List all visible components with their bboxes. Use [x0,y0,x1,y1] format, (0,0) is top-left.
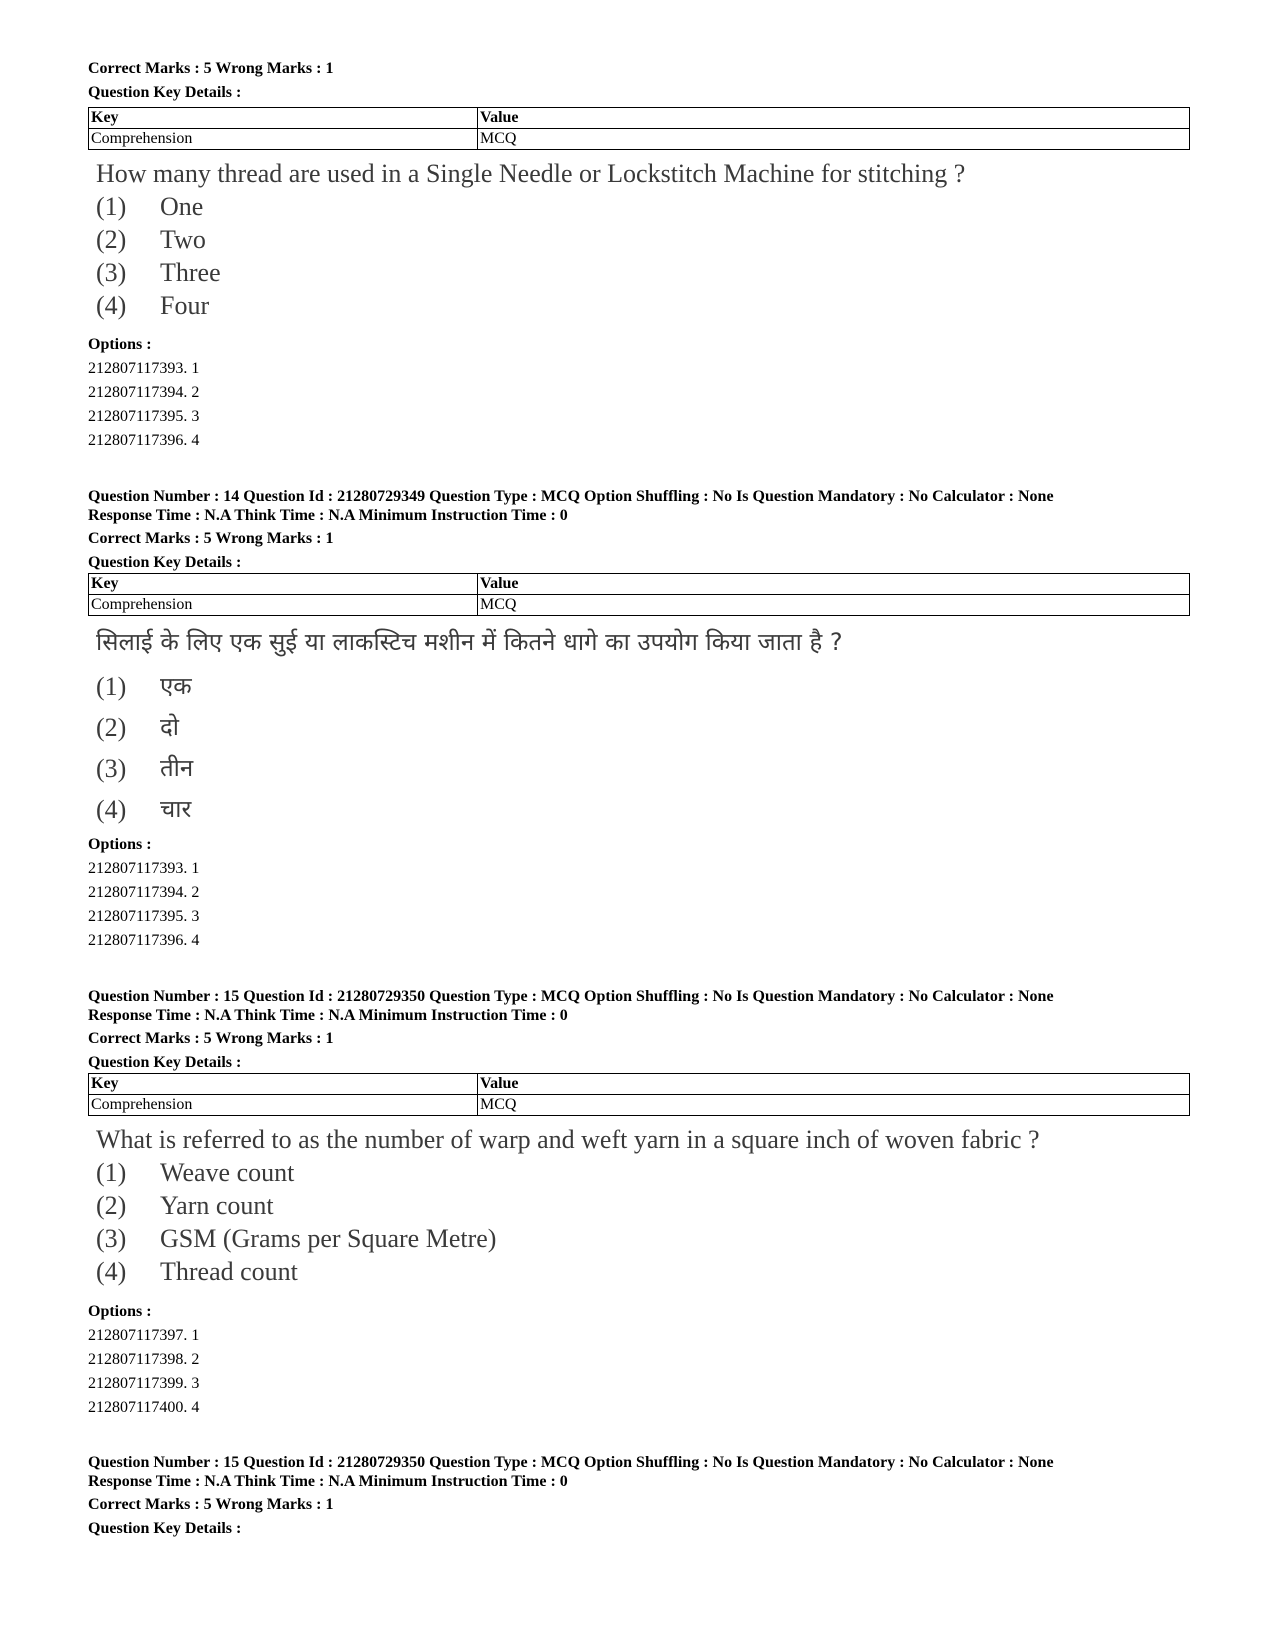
value-cell: MCQ [478,595,1190,616]
key-header: Key [89,574,478,595]
answer-choice: (2) दो [96,713,179,742]
marks-line: Correct Marks : 5 Wrong Marks : 1 [88,1496,334,1513]
value-header: Value [478,108,1190,129]
options-label: Options : [88,1303,152,1320]
option-item: 212807117393. 1 [88,360,200,377]
question-image [96,158,965,322]
answer-choice: (3) GSM (Grams per Square Metre) [96,1224,497,1253]
response-time-line: Response Time : N.A Think Time : N.A Minimum Instruction Time : 0 [88,1473,568,1490]
answer-choice: (1) One [96,192,204,221]
option-item: 212807117396. 4 [88,432,200,449]
options-list [88,833,1188,953]
block3-meta [88,987,1188,1072]
option-item: 212807117399. 3 [88,1375,200,1392]
answer-choice: (3) तीन [96,754,194,783]
key-details-label: Question Key Details : [88,1520,242,1537]
option-item: 212807117394. 2 [88,884,200,901]
response-time-line: Response Time : N.A Think Time : N.A Minimum Instruction Time : 0 [88,1007,568,1024]
question-key-table [88,107,1190,150]
option-item: 212807117395. 3 [88,908,200,925]
answer-choice: (4) चार [96,795,192,824]
value-header: Value [478,1074,1190,1095]
key-header: Key [89,108,478,129]
value-cell: MCQ [478,129,1190,150]
options-list [88,1300,1188,1420]
options-label: Options : [88,836,152,853]
marks-line: Correct Marks : 5 Wrong Marks : 1 [88,530,334,547]
option-item: 212807117397. 1 [88,1327,200,1344]
question-image [96,626,843,830]
question-key-table [88,1073,1190,1116]
answer-choice: (4) Four [96,291,210,320]
question-header-line: Question Number : 15 Question Id : 21280729350 Question Type : MCQ Option Shuffling : No Is Question Mandatory : No Calculator : None [88,988,1054,1005]
marks-line: Correct Marks : 5 Wrong Marks : 1 [88,1030,334,1047]
options-list [88,333,1188,453]
key-cell: Comprehension [89,129,478,150]
question-image [96,1124,1040,1288]
key-details-label: Question Key Details : [88,1054,242,1071]
option-item: 212807117400. 4 [88,1399,200,1416]
value-header: Value [478,574,1190,595]
option-item: 212807117394. 2 [88,384,200,401]
answer-choice: (1) Weave count [96,1158,295,1187]
answer-choice: (2) Yarn count [96,1191,274,1220]
answer-choice: (3) Three [96,258,221,287]
key-cell: Comprehension [89,1095,478,1116]
value-cell: MCQ [478,1095,1190,1116]
question-header-line: Question Number : 14 Question Id : 21280729349 Question Type : MCQ Option Shuffling : No Is Question Mandatory : No Calculator : None [88,488,1054,505]
answer-choice: (2) Two [96,225,206,254]
key-details-label: Question Key Details : [88,554,242,571]
option-item: 212807117395. 3 [88,408,200,425]
block2-meta [88,487,1188,572]
option-item: 212807117398. 2 [88,1351,200,1368]
question-text: How many thread are used in a Single Needle or Lockstitch Machine for stitching ? [96,159,966,188]
question-header-line: Question Number : 15 Question Id : 21280729350 Question Type : MCQ Option Shuffling : No Is Question Mandatory : No Calculator : None [88,1454,1054,1471]
block1-meta [88,59,1188,102]
response-time-line: Response Time : N.A Think Time : N.A Minimum Instruction Time : 0 [88,507,568,524]
option-item: 212807117396. 4 [88,932,200,949]
key-header: Key [89,1074,478,1095]
marks-line: Correct Marks : 5 Wrong Marks : 1 [88,60,334,77]
key-details-label: Question Key Details : [88,84,242,101]
answer-choice: (1) एक [96,672,192,701]
question-key-table [88,573,1190,616]
answer-choice: (4) Thread count [96,1257,298,1286]
question-text: सिलाई के लिए एक सुई या लाकस्टिच मशीन में कितने धागे का उपयोग किया जाता है ? [96,628,843,656]
options-label: Options : [88,336,152,353]
question-text: What is referred to as the number of warp and weft yarn in a square inch of woven fabric ? [96,1125,1040,1154]
option-item: 212807117393. 1 [88,860,200,877]
key-cell: Comprehension [89,595,478,616]
block4-meta [88,1453,1188,1538]
